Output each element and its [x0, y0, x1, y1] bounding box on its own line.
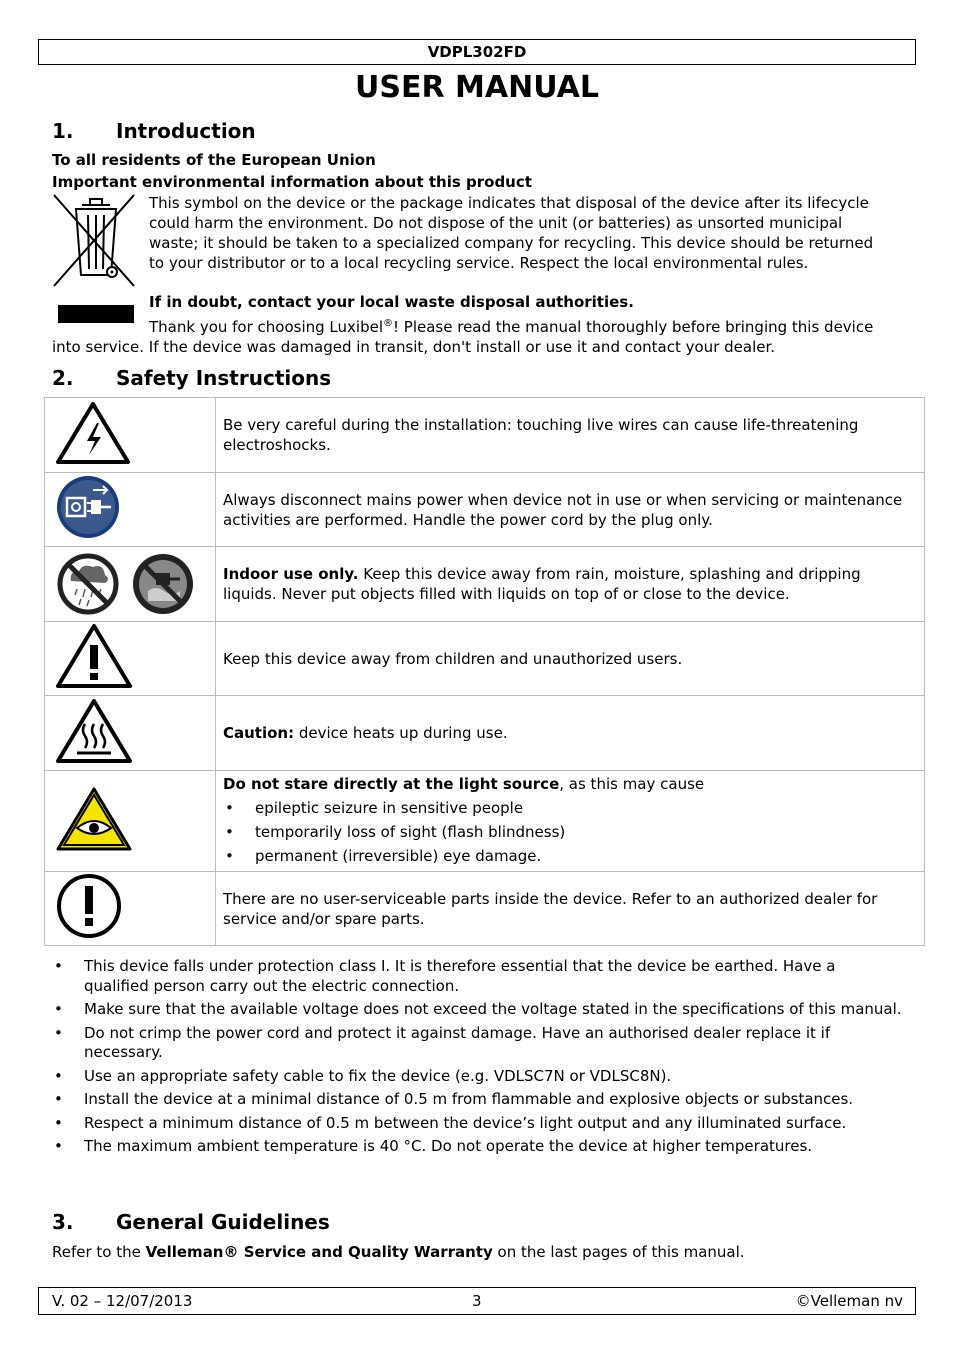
- safety-row: [45, 622, 925, 696]
- list-item: • epileptic seizure in sensitive people: [223, 798, 916, 818]
- eu-heading: To all residents of the European Union: [52, 151, 376, 169]
- safety-row: [45, 771, 925, 872]
- version-date: V. 02 – 12/07/2013: [52, 1292, 193, 1310]
- safety-text: Be very careful during the installation: touching live wires can cause life-threatening electroshocks.: [223, 416, 859, 454]
- list-item: • Do not crimp the power cord and protect it against damage. Have an authorised dealer replace it if necessary.: [52, 1024, 904, 1063]
- crossed-bin-icon: [52, 193, 136, 288]
- document-footer: [38, 1287, 916, 1315]
- section-heading-guidelines: [52, 1210, 330, 1234]
- safety-text-cell: [216, 771, 925, 872]
- safety-icon-cell: [45, 696, 216, 771]
- section-title: Introduction: [116, 119, 256, 143]
- safety-table: [44, 397, 925, 946]
- safety-bold: Caution:: [223, 724, 295, 742]
- list-item: • Make sure that the available voltage does not exceed the voltage stated in the specifications of this manual.: [52, 1000, 904, 1020]
- section-heading-safety: [52, 366, 331, 390]
- guidelines-pre: Refer to the: [52, 1243, 146, 1261]
- safety-bold: Do not stare directly at the light source: [223, 775, 560, 793]
- safety-text: , as this may cause: [559, 775, 705, 793]
- safety-row: [45, 398, 925, 473]
- safety-text-cell: [216, 872, 925, 946]
- safety-bold: Indoor use only.: [223, 565, 359, 583]
- safety-icon-cell: [45, 398, 216, 473]
- safety-text: device heats up during use.: [294, 724, 508, 742]
- safety-icon-cell: [45, 771, 216, 872]
- copyright: ©Velleman nv: [795, 1292, 903, 1310]
- model-number: VDPL302FD: [427, 43, 527, 61]
- list-item: • temporarily loss of sight (flash blindness): [223, 822, 916, 842]
- safety-row: [45, 872, 925, 946]
- safety-bullet-list: [52, 957, 904, 1161]
- thanks-text-b: ! Please read the manual thoroughly before bringing this device into service. If the device was damaged in transit, don't install or use it and contact your dealer.: [52, 318, 874, 356]
- list-item: • Install the device at a minimal distance of 0.5 m from flammable and explosive objects or substances.: [52, 1090, 904, 1110]
- thanks-text-a: Thank you for choosing Luxibel: [149, 318, 383, 336]
- safety-text-cell: [216, 473, 925, 547]
- safety-text-cell: [216, 696, 925, 771]
- registered-mark: ®: [383, 318, 393, 329]
- list-item: • Use an appropriate safety cable to fix the device (e.g. VDLSC7N or VDLSC8N).: [52, 1067, 904, 1087]
- page-number: 3: [472, 1292, 482, 1310]
- page-title: USER MANUAL: [355, 70, 599, 105]
- list-item: • This device falls under protection class I. It is therefore essential that the device be earthed. Have a qualified person carry out the electric connection.: [52, 957, 904, 996]
- hot-surface-icon: [55, 698, 133, 764]
- section-heading-introduction: [52, 119, 256, 143]
- important-notice-icon: [55, 872, 123, 940]
- safety-text-cell: [216, 547, 925, 622]
- safety-row: [45, 696, 925, 771]
- no-rain-icon: [55, 551, 121, 617]
- doubt-notice: If in doubt, contact your local waste disposal authorities.: [149, 293, 634, 311]
- safety-icon-cell: [45, 872, 216, 946]
- eye-warning-lead: [223, 774, 916, 794]
- thanks-paragraph: [52, 314, 902, 357]
- safety-icon-cell: [45, 473, 216, 547]
- section-title: General Guidelines: [116, 1210, 330, 1234]
- safety-text: There are no user-serviceable parts inside the device. Refer to an authorized dealer for service and/or spare parts.: [223, 889, 878, 928]
- unplug-mains-icon: [55, 474, 121, 540]
- safety-text: Always disconnect mains power when device not in use or when servicing or maintenance activities are performed. Handle the power cord by the plug only.: [223, 490, 903, 529]
- safety-icon-cell: [45, 547, 216, 622]
- section-number: 3.: [52, 1210, 74, 1234]
- guidelines-post: on the last pages of this manual.: [492, 1243, 745, 1261]
- list-item: • Respect a minimum distance of 0.5 m between the device’s light output and any illuminated surface.: [52, 1114, 904, 1134]
- section-number: 1.: [52, 119, 74, 143]
- safety-row: [45, 547, 925, 622]
- general-warning-icon: [55, 623, 133, 689]
- warranty-reference: Velleman® Service and Quality Warranty: [145, 1243, 493, 1261]
- section-number: 2.: [52, 366, 74, 390]
- env-heading: Important environmental information about this product: [52, 173, 532, 191]
- env-text: This symbol on the device or the package indicates that disposal of the device after its lifecycle could harm the environment. Do not dispose of the unit (or batteries) as unsorted municipal waste; it should be taken to a specialized company for recycling. This device should be returned to your distributor or to a local recycling service. Respect the local environmental rules.: [149, 194, 874, 272]
- list-item: • permanent (irreversible) eye damage.: [223, 846, 916, 866]
- safety-text-cell: [216, 398, 925, 473]
- no-water-icon: [130, 551, 196, 617]
- electric-shock-warning-icon: [55, 401, 131, 465]
- list-item: • The maximum ambient temperature is 40 °C. Do not operate the device at higher temperatures.: [52, 1137, 904, 1157]
- safety-text: Keep this device away from rain, moisture, splashing and dripping liquids. Never put objects filled with liquids on top of or close to the device.: [223, 565, 861, 603]
- safety-icon-cell: [45, 622, 216, 696]
- safety-row: [45, 473, 925, 547]
- safety-text-cell: [216, 622, 925, 696]
- eye-hazard-icon: [55, 786, 133, 852]
- section-title: Safety Instructions: [116, 366, 332, 390]
- guidelines-paragraph: [52, 1242, 745, 1262]
- document-header: [38, 39, 916, 65]
- safety-text: Keep this device away from children and unauthorized users.: [223, 649, 683, 668]
